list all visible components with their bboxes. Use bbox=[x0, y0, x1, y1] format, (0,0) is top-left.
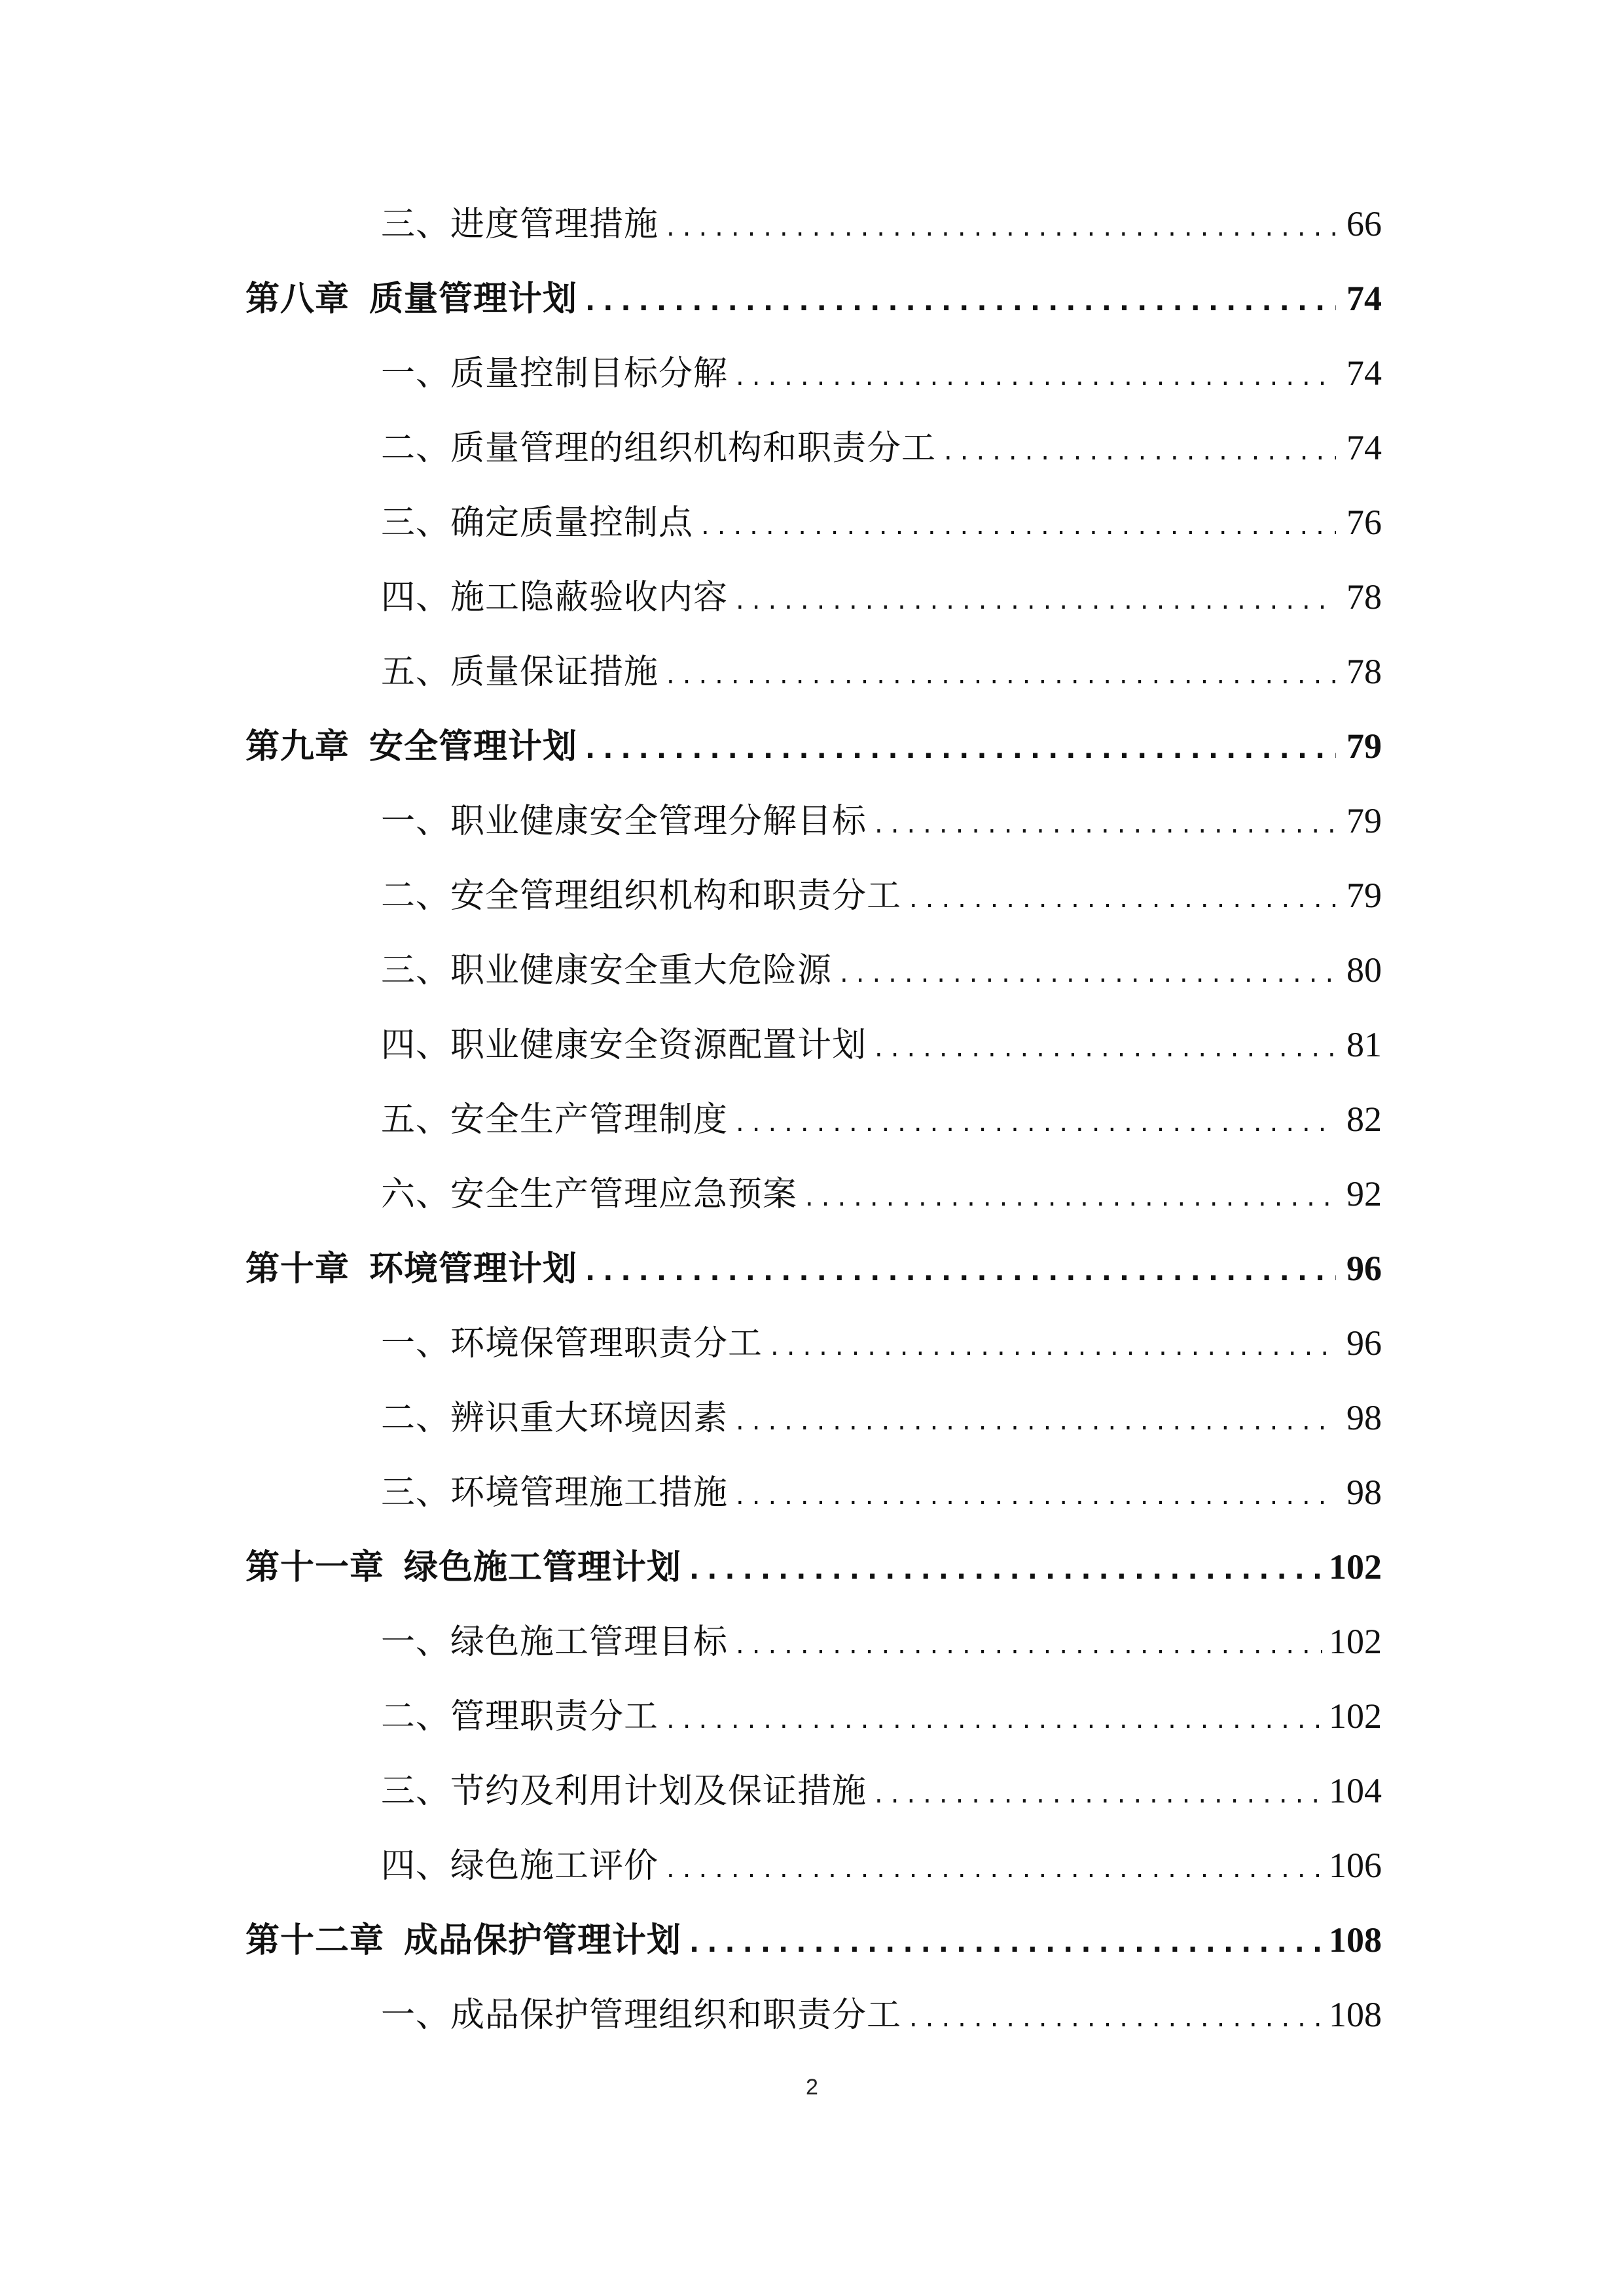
toc-entry-title: 四、绿色施工评价 bbox=[381, 1846, 659, 1886]
toc-entry[interactable] bbox=[381, 1763, 1382, 1816]
toc-entry-page: 79 bbox=[1346, 876, 1382, 915]
toc-leader-dots bbox=[666, 212, 1336, 242]
toc-entry-page: 74 bbox=[1346, 353, 1382, 393]
toc-entry-title: 三、进度管理措施 bbox=[381, 205, 659, 244]
toc-entry[interactable] bbox=[381, 1390, 1382, 1443]
toc-entry-title: 五、质量保证措施 bbox=[381, 653, 659, 692]
toc-chapter-title bbox=[245, 271, 577, 320]
toc-leader-dots bbox=[689, 1555, 1322, 1585]
toc-leader-dots bbox=[736, 1630, 1322, 1660]
toc-chapter-number: 第十一章 bbox=[245, 1547, 385, 1587]
toc-leader-dots bbox=[875, 809, 1336, 839]
toc-entry-page: 76 bbox=[1346, 503, 1382, 542]
toc-chapter-number: 第九章 bbox=[245, 726, 350, 766]
toc-leader-dots bbox=[585, 734, 1336, 764]
toc-leader-dots bbox=[875, 1033, 1336, 1063]
toc-chapter-title bbox=[245, 1539, 681, 1588]
toc-chapter-entry[interactable] bbox=[245, 271, 1382, 323]
toc-leader-dots bbox=[875, 1779, 1322, 1809]
toc-chapter-label: 安全管理计划 bbox=[369, 726, 578, 766]
toc-chapter-label: 环境管理计划 bbox=[369, 1249, 578, 1289]
toc-entry-title: 五、安全生产管理制度 bbox=[381, 1100, 729, 1139]
toc-entry-title: 一、成品保护管理组织和职责分工 bbox=[381, 1996, 902, 2035]
toc-entry-page: 82 bbox=[1346, 1100, 1382, 1139]
toc-leader-dots bbox=[689, 1928, 1322, 1958]
toc-entry-page: 106 bbox=[1329, 1846, 1382, 1885]
toc-entry[interactable] bbox=[381, 868, 1382, 920]
toc-leader-dots bbox=[736, 361, 1336, 391]
toc-leader-dots bbox=[701, 511, 1336, 541]
toc-leader-dots bbox=[944, 436, 1336, 466]
toc-chapter-label: 绿色施工管理计划 bbox=[404, 1547, 682, 1587]
toc-entry-title: 三、确定质量控制点 bbox=[381, 503, 694, 543]
toc-leader-dots bbox=[805, 1182, 1336, 1212]
toc-entry-page: 98 bbox=[1346, 1473, 1382, 1512]
toc-leader-dots bbox=[666, 660, 1336, 690]
toc-entry-page: 79 bbox=[1346, 726, 1382, 766]
toc-entry-title: 四、职业健康安全资源配置计划 bbox=[381, 1026, 867, 1065]
toc-entry[interactable] bbox=[381, 942, 1382, 995]
toc-entry-page: 102 bbox=[1329, 1547, 1382, 1587]
toc-entry-page: 66 bbox=[1346, 204, 1382, 243]
toc-entry[interactable] bbox=[381, 1689, 1382, 1741]
toc-chapter-entry[interactable] bbox=[245, 1539, 1382, 1592]
toc-chapter-title bbox=[245, 1912, 681, 1962]
toc-entry-page: 78 bbox=[1346, 577, 1382, 617]
toc-entry-title: 一、绿色施工管理目标 bbox=[381, 1623, 729, 1662]
toc-leader-dots bbox=[666, 1704, 1322, 1734]
toc-entry[interactable] bbox=[381, 1987, 1382, 2039]
toc-entry[interactable] bbox=[381, 1017, 1382, 1069]
toc-entry-title: 四、施工隐蔽验收内容 bbox=[381, 578, 729, 617]
toc-leader-dots bbox=[736, 1107, 1336, 1138]
toc-entry-page: 74 bbox=[1346, 428, 1382, 467]
toc-chapter-entry[interactable] bbox=[245, 719, 1382, 771]
toc-entry-page: 80 bbox=[1346, 950, 1382, 990]
toc-entry-page: 98 bbox=[1346, 1398, 1382, 1437]
toc-leader-dots bbox=[909, 884, 1336, 914]
toc-leader-dots bbox=[840, 958, 1336, 988]
toc-chapter-title bbox=[245, 1241, 577, 1290]
toc-entry-page: 104 bbox=[1329, 1771, 1382, 1810]
toc-leader-dots bbox=[770, 1331, 1336, 1361]
toc-entry[interactable] bbox=[381, 1465, 1382, 1517]
toc-entry-title: 一、环境保管理职责分工 bbox=[381, 1324, 763, 1363]
page-number: 2 bbox=[806, 2075, 818, 2100]
toc-entry-title: 六、安全生产管理应急预案 bbox=[381, 1175, 798, 1214]
toc-entry-title: 二、安全管理组织机构和职责分工 bbox=[381, 876, 902, 916]
toc-entry-page: 108 bbox=[1329, 1995, 1382, 2034]
toc-leader-dots bbox=[585, 287, 1336, 317]
toc-leader-dots bbox=[666, 1854, 1322, 1884]
toc-chapter-title bbox=[245, 719, 577, 768]
toc-entry[interactable] bbox=[381, 196, 1382, 249]
toc-entry-page: 108 bbox=[1329, 1920, 1382, 1960]
toc-chapter-entry[interactable] bbox=[245, 1241, 1382, 1293]
toc-entry-title: 二、管理职责分工 bbox=[381, 1697, 659, 1736]
toc-chapter-number: 第八章 bbox=[245, 279, 350, 319]
toc-entry-page: 92 bbox=[1346, 1174, 1382, 1213]
toc-leader-dots bbox=[909, 2003, 1322, 2033]
toc-entry[interactable] bbox=[381, 420, 1382, 473]
toc-entry[interactable] bbox=[381, 644, 1382, 696]
toc-chapter-label: 成品保护管理计划 bbox=[404, 1920, 682, 1960]
toc-leader-dots bbox=[736, 1480, 1336, 1511]
toc-entry-page: 74 bbox=[1346, 279, 1382, 318]
toc-leader-dots bbox=[736, 1406, 1336, 1436]
toc-entry-title: 三、节约及利用计划及保证措施 bbox=[381, 1772, 867, 1811]
toc-chapter-number: 第十二章 bbox=[245, 1920, 385, 1960]
toc-entry-page: 78 bbox=[1346, 652, 1382, 691]
toc-entry-page: 102 bbox=[1329, 1696, 1382, 1736]
toc-entry[interactable] bbox=[381, 346, 1382, 398]
toc-entry[interactable] bbox=[381, 1838, 1382, 1890]
toc-chapter-entry[interactable] bbox=[245, 1912, 1382, 1965]
toc-entry-title: 三、职业健康安全重大危险源 bbox=[381, 951, 833, 990]
toc-entry[interactable] bbox=[381, 1166, 1382, 1219]
toc-entry-title: 三、环境管理施工措施 bbox=[381, 1473, 729, 1513]
toc-entry[interactable] bbox=[381, 569, 1382, 622]
toc-entry-title: 一、职业健康安全管理分解目标 bbox=[381, 802, 867, 841]
toc-entry[interactable] bbox=[381, 1092, 1382, 1144]
toc-entry-page: 81 bbox=[1346, 1025, 1382, 1064]
toc-chapter-label: 质量管理计划 bbox=[369, 279, 578, 319]
toc-entry[interactable] bbox=[381, 1316, 1382, 1368]
toc-entry[interactable] bbox=[381, 495, 1382, 547]
toc-leader-dots bbox=[585, 1257, 1336, 1287]
toc-entry[interactable] bbox=[381, 793, 1382, 846]
toc-entry-page: 96 bbox=[1346, 1249, 1382, 1288]
toc-entry-page: 102 bbox=[1329, 1622, 1382, 1661]
toc-entry-title: 二、质量管理的组织机构和职责分工 bbox=[381, 429, 937, 468]
toc-chapter-number: 第十章 bbox=[245, 1249, 350, 1289]
toc-entry[interactable] bbox=[381, 1614, 1382, 1666]
toc-entry-page: 79 bbox=[1346, 801, 1382, 840]
toc-entry-title: 二、辨识重大环境因素 bbox=[381, 1399, 729, 1438]
toc-entry-page: 96 bbox=[1346, 1323, 1382, 1363]
toc-leader-dots bbox=[736, 585, 1336, 615]
toc-entry-title: 一、质量控制目标分解 bbox=[381, 354, 729, 393]
